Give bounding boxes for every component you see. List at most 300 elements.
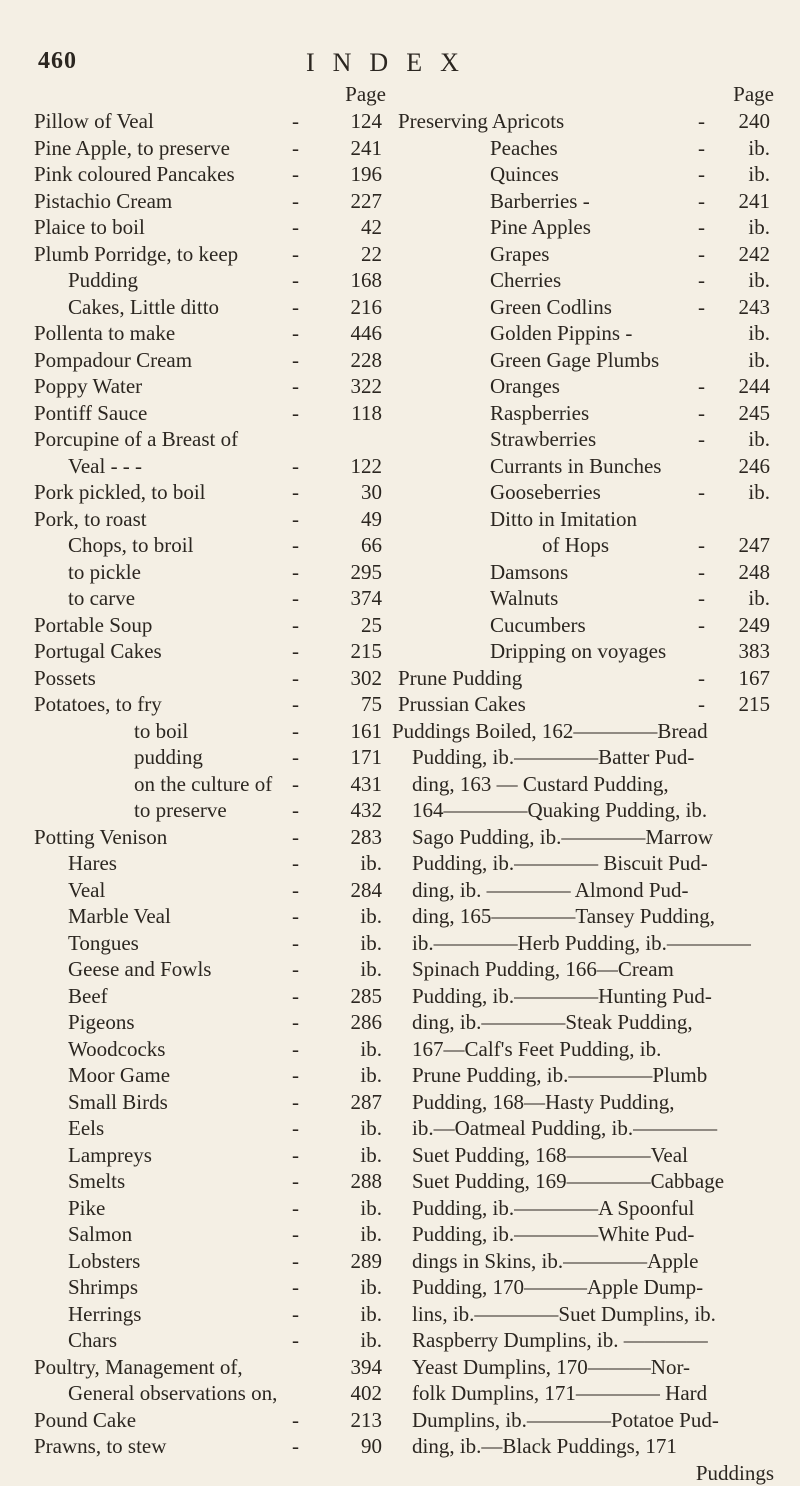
entry-label: Barberries - [490, 188, 590, 215]
leader-dash: - [292, 1195, 299, 1222]
index-entry [34, 638, 386, 665]
entry-label: Cherries [490, 267, 561, 294]
index-entry [392, 506, 774, 533]
paragraph-line: Pudding, ib.————A Spoonful [392, 1195, 774, 1222]
entry-label: of Hops [542, 532, 609, 559]
leader-dash: - [292, 1327, 299, 1354]
index-entry [34, 559, 386, 586]
index-entry [392, 665, 774, 692]
leader-dash: - [292, 320, 299, 347]
entry-page-number: 285 [351, 983, 383, 1010]
entry-label: Hares [68, 850, 117, 877]
leader-dash: - [292, 983, 299, 1010]
index-column-left [34, 82, 386, 1460]
paragraph-line: Pudding, ib.———— Biscuit Pud- [392, 850, 774, 877]
entry-page-number: 374 [351, 585, 383, 612]
index-entry [34, 1009, 386, 1036]
entry-page-number: 161 [351, 718, 383, 745]
index-entry [34, 1036, 386, 1063]
leader-dash: - [292, 665, 299, 692]
paragraph-line: Raspberry Dumplins, ib. ———— [392, 1327, 774, 1354]
entry-label: Prune Pudding [398, 665, 522, 692]
index-entry [34, 983, 386, 1010]
paragraph-line: Puddings Boiled, 162————Bread [392, 718, 774, 745]
entry-page-number: ib. [748, 161, 770, 188]
entry-label: Tongues [68, 930, 139, 957]
entry-label: Portable Soup [34, 612, 152, 639]
entry-page-number: 249 [739, 612, 771, 639]
index-entry [392, 479, 774, 506]
entry-page-number: 246 [739, 453, 771, 480]
leader-dash: - [292, 1036, 299, 1063]
index-entry [392, 214, 774, 241]
index-entry [392, 188, 774, 215]
paragraph-line: Pudding, 170———Apple Dump- [392, 1274, 774, 1301]
entry-page-number: ib. [360, 1301, 382, 1328]
index-entry [34, 479, 386, 506]
entry-page-number: 242 [739, 241, 771, 268]
entry-page-number: 245 [739, 400, 771, 427]
puddings-paragraph [392, 718, 774, 1486]
leader-dash: - [698, 665, 705, 692]
leader-dash: - [698, 691, 705, 718]
entry-page-number: 213 [351, 1407, 383, 1434]
entry-label: Pike [68, 1195, 105, 1222]
page-title: INDEX [306, 48, 477, 78]
index-entry [34, 320, 386, 347]
index-column-right [392, 82, 774, 1486]
entry-label: Strawberries [490, 426, 596, 453]
entry-label: Grapes [490, 241, 549, 268]
entry-page-number: 168 [351, 267, 383, 294]
entry-page-number: 90 [361, 1433, 382, 1460]
entry-page-number: ib. [748, 585, 770, 612]
index-entry [392, 612, 774, 639]
entry-label: Lampreys [68, 1142, 152, 1169]
index-entry [34, 267, 386, 294]
entry-page-number: 244 [739, 373, 771, 400]
page-column-label: Page [392, 82, 774, 108]
paragraph-line: 164————Quaking Pudding, ib. [392, 797, 774, 824]
index-entry [392, 532, 774, 559]
entry-label: Shrimps [68, 1274, 138, 1301]
leader-dash: - [698, 612, 705, 639]
index-entry [34, 453, 386, 480]
leader-dash: - [698, 214, 705, 241]
index-entry [34, 1274, 386, 1301]
paragraph-line: lins, ib.————Suet Dumplins, ib. [392, 1301, 774, 1328]
index-entry [392, 108, 774, 135]
index-entry [392, 453, 774, 480]
leader-dash: - [292, 267, 299, 294]
index-entry [34, 506, 386, 533]
entry-label: Veal [68, 877, 105, 904]
index-entry [34, 294, 386, 321]
index-entry [34, 1115, 386, 1142]
entry-page-number: 295 [351, 559, 383, 586]
entry-page-number: 167 [739, 665, 771, 692]
index-entry [34, 1407, 386, 1434]
leader-dash: - [698, 161, 705, 188]
leader-dash: - [698, 135, 705, 162]
leader-dash: - [292, 718, 299, 745]
leader-dash: - [292, 1301, 299, 1328]
entry-label: Pine Apples [490, 214, 591, 241]
entry-page-number: 122 [351, 453, 383, 480]
page-column-label: Page [34, 82, 386, 108]
index-entry [34, 1062, 386, 1089]
entry-page-number: 240 [739, 108, 771, 135]
leader-dash: - [292, 850, 299, 877]
entry-page-number: ib. [748, 320, 770, 347]
entry-page-number: ib. [360, 903, 382, 930]
leader-dash: - [698, 479, 705, 506]
paragraph-line: Yeast Dumplins, 170———Nor- [392, 1354, 774, 1381]
index-entry [34, 612, 386, 639]
entry-label: Quinces [490, 161, 559, 188]
index-entry [34, 956, 386, 983]
entry-page-number: 383 [739, 638, 771, 665]
leader-dash: - [698, 267, 705, 294]
entry-label: Walnuts [490, 585, 558, 612]
entry-label: Currants in Bunches [490, 453, 661, 480]
entry-label: Pollenta to make [34, 320, 175, 347]
leader-dash: - [292, 1221, 299, 1248]
entry-page-number: 171 [351, 744, 383, 771]
entry-page-number: 22 [361, 241, 382, 268]
entry-page-number: 196 [351, 161, 383, 188]
entry-label: Pillow of Veal [34, 108, 154, 135]
entry-page-number: 286 [351, 1009, 383, 1036]
entry-page-number: 215 [739, 691, 771, 718]
entry-page-number: ib. [360, 1115, 382, 1142]
index-entry [34, 1248, 386, 1275]
entry-page-number: 284 [351, 877, 383, 904]
entry-page-number: ib. [360, 1274, 382, 1301]
entry-label: Ditto in Imitation [490, 506, 637, 533]
entry-label: Potting Venison [34, 824, 167, 851]
leader-dash: - [292, 373, 299, 400]
paragraph-line: Pudding, ib.————Batter Pud- [392, 744, 774, 771]
leader-dash: - [292, 241, 299, 268]
index-entry [392, 267, 774, 294]
entry-page-number: 432 [351, 797, 383, 824]
leader-dash: - [292, 1009, 299, 1036]
index-entry [34, 691, 386, 718]
entry-label: Prawns, to stew [34, 1433, 166, 1460]
entry-label: Gooseberries [490, 479, 601, 506]
paragraph-line: Suet Pudding, 168————Veal [392, 1142, 774, 1169]
leader-dash: - [698, 400, 705, 427]
entry-label: Geese and Fowls [68, 956, 211, 983]
index-entry [34, 744, 386, 771]
entry-label: Pink coloured Pancakes [34, 161, 235, 188]
entry-page-number: 402 [351, 1380, 383, 1407]
leader-dash: - [698, 294, 705, 321]
leader-dash: - [292, 506, 299, 533]
index-entry [34, 1195, 386, 1222]
index-entry [34, 1089, 386, 1116]
leader-dash: - [292, 1168, 299, 1195]
leader-dash: - [292, 161, 299, 188]
index-entry [34, 824, 386, 851]
index-entry [34, 400, 386, 427]
leader-dash: - [292, 585, 299, 612]
entry-label: Pigeons [68, 1009, 135, 1036]
leader-dash: - [292, 1433, 299, 1460]
index-entry [34, 1221, 386, 1248]
entry-label: Pine Apple, to preserve [34, 135, 230, 162]
entry-page-number: 215 [351, 638, 383, 665]
entry-page-number: 288 [351, 1168, 383, 1195]
entry-page-number: 394 [351, 1354, 383, 1381]
paragraph-line: ib.————Herb Pudding, ib.———— [392, 930, 774, 957]
paragraph-line: ding, 165————Tansey Pudding, [392, 903, 774, 930]
entry-label: Peaches [490, 135, 558, 162]
index-entry [34, 347, 386, 374]
entry-label: Dripping on voyages [490, 638, 666, 665]
entry-label: Oranges [490, 373, 560, 400]
leader-dash: - [292, 1062, 299, 1089]
paragraph-line: ib.—Oatmeal Pudding, ib.———— [392, 1115, 774, 1142]
entry-label: Pontiff Sauce [34, 400, 147, 427]
entry-page-number: ib. [360, 1195, 382, 1222]
index-entry [392, 585, 774, 612]
index-entry [34, 585, 386, 612]
index-entry [392, 241, 774, 268]
entry-page-number: 248 [739, 559, 771, 586]
entry-page-number: 227 [351, 188, 383, 215]
index-entry [34, 797, 386, 824]
entry-label: Golden Pippins - [490, 320, 632, 347]
leader-dash: - [698, 188, 705, 215]
index-entry [392, 559, 774, 586]
leader-dash: - [698, 532, 705, 559]
index-entry [34, 214, 386, 241]
entry-page-number: 247 [739, 532, 771, 559]
leader-dash: - [292, 691, 299, 718]
index-entry [34, 241, 386, 268]
catchword: Puddings [392, 1460, 774, 1486]
entry-label: to carve [68, 585, 135, 612]
entry-page-number: 118 [351, 400, 382, 427]
index-entry [392, 135, 774, 162]
leader-dash: - [292, 956, 299, 983]
leader-dash: - [292, 108, 299, 135]
leader-dash: - [292, 188, 299, 215]
index-entry [34, 665, 386, 692]
entry-label: Poppy Water [34, 373, 142, 400]
entry-label: Preserving Apricots [398, 108, 564, 135]
entry-page-number: 322 [351, 373, 383, 400]
entry-page-number: 241 [739, 188, 771, 215]
index-entry [34, 877, 386, 904]
entry-page-number: 283 [351, 824, 383, 851]
entry-page-number: ib. [360, 1062, 382, 1089]
index-entry [34, 161, 386, 188]
leader-dash: - [292, 744, 299, 771]
leader-dash: - [698, 241, 705, 268]
entry-page-number: 25 [361, 612, 382, 639]
index-entry [34, 373, 386, 400]
leader-dash: - [292, 214, 299, 241]
index-entry [34, 188, 386, 215]
leader-dash: - [292, 532, 299, 559]
entry-page-number: 124 [351, 108, 383, 135]
entry-label: General observations on, [68, 1380, 277, 1407]
leader-dash: - [698, 559, 705, 586]
page-number: 460 [38, 48, 77, 75]
leader-dash: - [698, 426, 705, 453]
leader-dash: - [292, 1274, 299, 1301]
paragraph-line: dings in Skins, ib.————Apple [392, 1248, 774, 1275]
entry-page-number: ib. [748, 267, 770, 294]
index-entry [34, 135, 386, 162]
leader-dash: - [292, 1407, 299, 1434]
leader-dash: - [698, 373, 705, 400]
paragraph-line: folk Dumplins, 171———— Hard [392, 1380, 774, 1407]
entry-page-number: ib. [748, 214, 770, 241]
entry-label: Pound Cake [34, 1407, 136, 1434]
leader-dash: - [292, 638, 299, 665]
entry-page-number: ib. [748, 135, 770, 162]
entry-page-number: ib. [360, 1221, 382, 1248]
index-entry [34, 1380, 386, 1407]
entry-page-number: 287 [351, 1089, 383, 1116]
entry-label: Green Codlins [490, 294, 612, 321]
leader-dash: - [292, 824, 299, 851]
entry-page-number: 446 [351, 320, 383, 347]
entry-label: Potatoes, to fry [34, 691, 162, 718]
paragraph-line: Pudding, ib.————Hunting Pud- [392, 983, 774, 1010]
leader-dash: - [292, 930, 299, 957]
index-entry [392, 161, 774, 188]
entry-label: on the culture of [134, 771, 272, 798]
entry-label: Cucumbers [490, 612, 586, 639]
leader-dash: - [292, 559, 299, 586]
entry-page-number: 243 [739, 294, 771, 321]
entry-label: Pistachio Cream [34, 188, 172, 215]
leader-dash: - [292, 797, 299, 824]
paragraph-line: 167—Calf's Feet Pudding, ib. [392, 1036, 774, 1063]
entry-label: Veal - - - [68, 453, 142, 480]
entry-label: to preserve [134, 797, 227, 824]
entry-label: Woodcocks [68, 1036, 165, 1063]
index-entry [392, 347, 774, 374]
paragraph-line: Dumplins, ib.————Potatoe Pud- [392, 1407, 774, 1434]
entry-page-number: ib. [360, 1036, 382, 1063]
paragraph-line: Suet Pudding, 169————Cabbage [392, 1168, 774, 1195]
paragraph-line: Pudding, 168—Hasty Pudding, [392, 1089, 774, 1116]
paragraph-line: Sago Pudding, ib.————Marrow [392, 824, 774, 851]
entry-page-number: 241 [351, 135, 383, 162]
entry-page-number: ib. [360, 1142, 382, 1169]
entry-label: pudding [134, 744, 203, 771]
entry-label: Lobsters [68, 1248, 140, 1275]
entry-page-number: ib. [360, 850, 382, 877]
entry-label: Plaice to boil [34, 214, 145, 241]
entry-page-number: ib. [360, 930, 382, 957]
paragraph-line: Pudding, ib.————White Pud- [392, 1221, 774, 1248]
entry-label: Herrings [68, 1301, 141, 1328]
index-entry [34, 1354, 386, 1381]
entry-label: Green Gage Plumbs [490, 347, 659, 374]
entry-page-number: 431 [351, 771, 383, 798]
index-entry [34, 1327, 386, 1354]
entry-page-number: 228 [351, 347, 383, 374]
index-entry [392, 400, 774, 427]
entry-page-number: 75 [361, 691, 382, 718]
paragraph-line: Prune Pudding, ib.————Plumb [392, 1062, 774, 1089]
index-entry [34, 532, 386, 559]
entry-page-number: 49 [361, 506, 382, 533]
leader-dash: - [292, 1142, 299, 1169]
paragraph-line: ding, ib.————Steak Pudding, [392, 1009, 774, 1036]
leader-dash: - [292, 347, 299, 374]
entry-page-number: ib. [748, 347, 770, 374]
entry-page-number: 289 [351, 1248, 383, 1275]
index-entry [34, 718, 386, 745]
paragraph-line: ding, ib.—Black Puddings, 171 [392, 1433, 774, 1460]
entry-label: Poultry, Management of, [34, 1354, 243, 1381]
entry-label: Plumb Porridge, to keep [34, 241, 238, 268]
index-entry [34, 426, 386, 453]
index-entry [34, 1433, 386, 1460]
leader-dash: - [292, 453, 299, 480]
index-entry [392, 294, 774, 321]
paragraph-line: ding, 163 — Custard Pudding, [392, 771, 774, 798]
entry-label: Eels [68, 1115, 104, 1142]
leader-dash: - [292, 1089, 299, 1116]
entry-label: Damsons [490, 559, 568, 586]
index-entry [34, 903, 386, 930]
entry-page-number: 66 [361, 532, 382, 559]
entry-label: Chops, to broil [68, 532, 193, 559]
entry-label: Portugal Cakes [34, 638, 162, 665]
index-entry-list [34, 108, 386, 1460]
index-entry [34, 771, 386, 798]
index-entry [34, 850, 386, 877]
entry-label: Small Birds [68, 1089, 168, 1116]
leader-dash: - [292, 771, 299, 798]
paragraph-line: Spinach Pudding, 166—Cream [392, 956, 774, 983]
entry-page-number: ib. [748, 479, 770, 506]
leader-dash: - [292, 135, 299, 162]
index-entry [34, 930, 386, 957]
entry-label: Moor Game [68, 1062, 170, 1089]
paragraph-line: ding, ib. ———— Almond Pud- [392, 877, 774, 904]
entry-label: to boil [134, 718, 188, 745]
leader-dash: - [698, 585, 705, 612]
leader-dash: - [292, 1248, 299, 1275]
entry-label: Porcupine of a Breast of [34, 426, 238, 453]
index-entry [34, 1301, 386, 1328]
index-entry [392, 426, 774, 453]
entry-label: Pompadour Cream [34, 347, 192, 374]
entry-label: Smelts [68, 1168, 125, 1195]
leader-dash: - [292, 400, 299, 427]
leader-dash: - [698, 108, 705, 135]
entry-label: Pork, to roast [34, 506, 147, 533]
index-entry [392, 320, 774, 347]
entry-label: to pickle [68, 559, 141, 586]
leader-dash: - [292, 1115, 299, 1142]
entry-label: Raspberries [490, 400, 589, 427]
entry-label: Beef [68, 983, 108, 1010]
entry-page-number: 302 [351, 665, 383, 692]
leader-dash: - [292, 612, 299, 639]
entry-label: Salmon [68, 1221, 132, 1248]
